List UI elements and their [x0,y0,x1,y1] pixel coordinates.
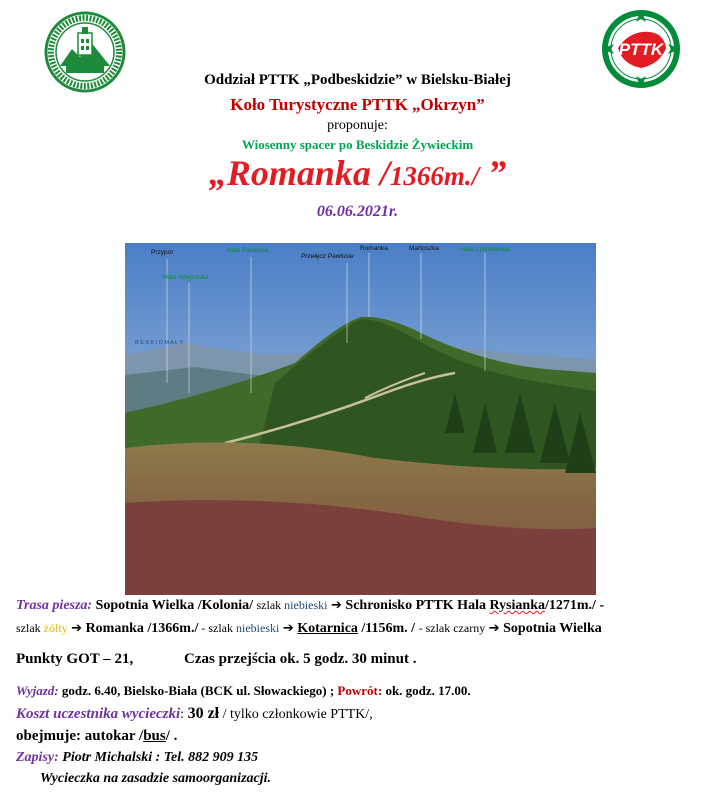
arrow-right-icon: ➔ [331,598,342,613]
event-title: „Romanka /1366m./ ” [208,153,507,193]
event-date: 06.06.2021r. [316,203,399,220]
club-name: Koło Turystyczne PTTK „Okrzyn” [230,95,485,114]
event-subtitle: Wiosenny spacer po Beskidzie Żywieckim [241,137,474,152]
cost-includes: obejmuje: autokar /bus/ . [16,728,178,744]
photo-label-przypor: Przypór [151,249,174,256]
route-line-2: szlak żółty ➔ Romanka /1366m./ - szlak niebieski ➔ Kotarnica /1156m. / - szlak czarny ➔ Sopotnia Wielka [16,621,602,636]
signup-info: Zapisy: Piotr Michalski : Tel. 882 909 135 [16,750,259,765]
arrow-right-icon: ➔ [488,621,500,636]
photo-label-beskid-maly: B E S K I D M A Ł Y [135,340,184,346]
photo-label-przelecz-pawlusie: Przełęcz Pawlusie [301,253,354,260]
proposes-label: proponuje: [327,118,388,133]
photo-label-romanka: Romanka [360,245,388,252]
photo-label-hala-lysniowska: Hala Lyśniowska [461,246,510,253]
cost-info: Koszt uczestnika wycieczki: 30 zł / tylko członkowie PTTK/, [16,705,373,722]
photo-label-martoszka: Martoszka [409,245,439,252]
branch-name: Oddział PTTK „Podbeskidzie” w Bielsku-Białej [204,72,511,88]
self-organization-note: Wycieczka na zasadzie samoorganizacji. [40,771,272,786]
photo-label-hala-pawlusia: Hala Pawlusia [227,247,269,254]
arrow-right-icon: ➔ [282,621,294,636]
arrow-right-icon: ➔ [71,621,83,636]
departure-info: Wyjazd: godz. 6.40, Bielsko-Biała (BCK ul. Słowackiego) ; Powrót: ok. godz. 17.00. [16,683,471,698]
got-points: Punkty GOT – 21, [16,651,134,667]
mountain-panorama-photo [125,243,596,595]
photo-label-hala-wieprzska: Hala Wieprzska [163,274,209,281]
walk-time: Czas przejścia ok. 5 godz. 30 minut . [184,651,417,667]
pttk-logo-text: PTTK [618,40,664,59]
route-line-1: Trasa piesza: Sopotnia Wielka /Kolonia/ szlak niebieski ➔ Schronisko PTTK Hala Rysianka/1271m./ - [16,598,605,613]
